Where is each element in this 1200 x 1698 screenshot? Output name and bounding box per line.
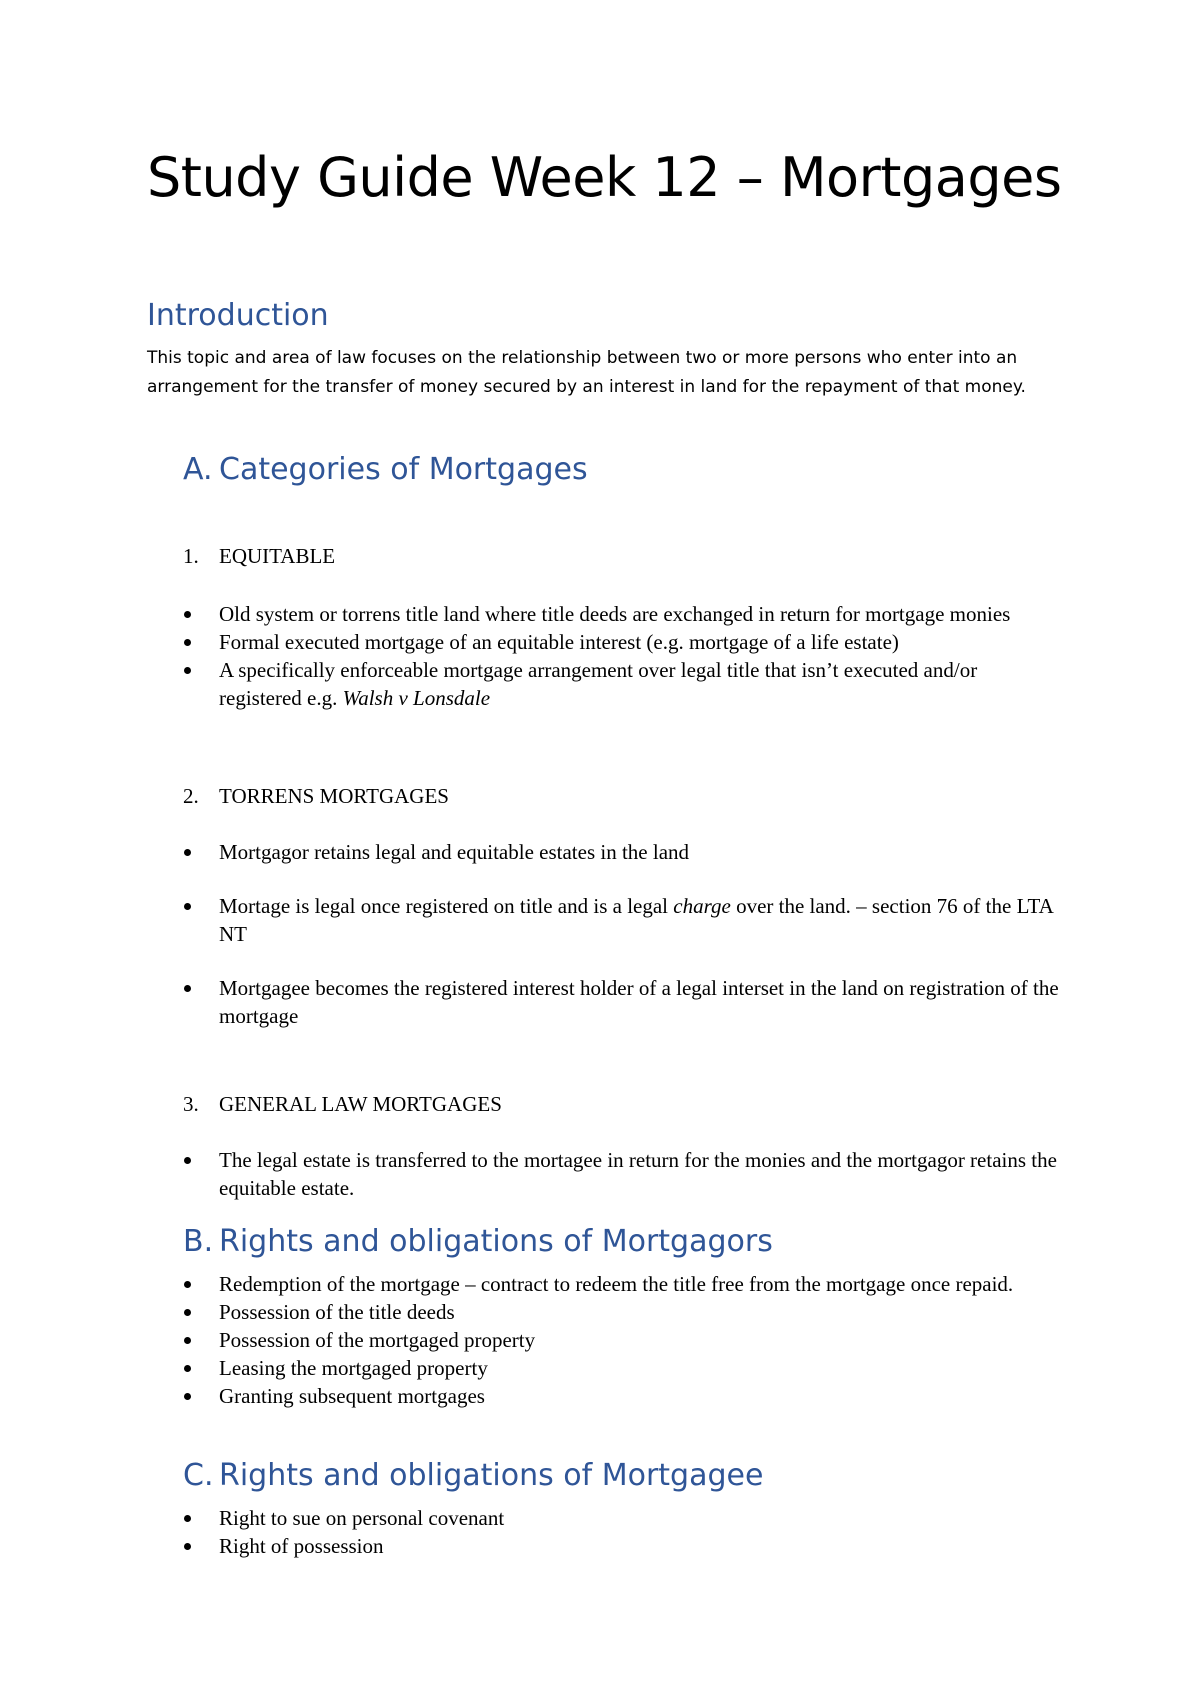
item-label: EQUITABLE bbox=[219, 544, 336, 568]
section-title: Rights and obligations of Mortgagors bbox=[219, 1224, 773, 1259]
list-item: Formal executed mortgage of an equitable interest (e.g. mortgage of a life estate) bbox=[0, 628, 1059, 656]
list-item: Redemption of the mortgage – contract to redeem the title free from the mortgage once repaid. bbox=[0, 1270, 1059, 1298]
torrens-bullet-list bbox=[0, 838, 1100, 1056]
page-title: Study Guide Week 12 – Mortgages bbox=[147, 146, 1062, 209]
italic-term: charge bbox=[673, 894, 731, 918]
list-item: The legal estate is transferred to the mortagee in return for the monies and the mortgagor retains the equitable estate. bbox=[0, 1146, 1059, 1202]
bullet-icon bbox=[184, 1309, 191, 1316]
list-item: A specifically enforceable mortgage arrangement over legal title that isn’t executed and/or registered e.g. Walsh v Lonsdale bbox=[0, 656, 1059, 712]
bullet-icon bbox=[184, 1365, 191, 1372]
bullet-icon bbox=[184, 849, 191, 856]
bullet-icon bbox=[184, 903, 191, 910]
section-letter: B. bbox=[183, 1224, 214, 1259]
list-item: Granting subsequent mortgages bbox=[0, 1382, 1059, 1410]
introduction-heading: Introduction bbox=[147, 298, 329, 333]
general-law-bullet-list bbox=[0, 1146, 1100, 1202]
list-item: Right to sue on personal covenant bbox=[0, 1504, 1059, 1532]
list-item: Mortgagee becomes the registered interest holder of a legal interset in the land on registration of the mortgage bbox=[0, 974, 1059, 1030]
section-title: Rights and obligations of Mortgagee bbox=[219, 1458, 764, 1493]
bullet-icon bbox=[184, 667, 191, 674]
list-item: Possession of the title deeds bbox=[0, 1298, 1059, 1326]
case-name: Walsh v Lonsdale bbox=[342, 686, 491, 710]
numbered-item-torrens bbox=[183, 782, 449, 810]
item-label: GENERAL LAW MORTGAGES bbox=[219, 1092, 502, 1116]
bullet-icon bbox=[184, 1543, 191, 1550]
bullet-icon bbox=[184, 1515, 191, 1522]
numbered-item-general-law bbox=[183, 1090, 502, 1118]
section-b-heading bbox=[183, 1224, 773, 1259]
section-c-heading bbox=[183, 1458, 763, 1493]
equitable-bullet-list bbox=[0, 600, 1100, 712]
list-item: Old system or torrens title land where title deeds are exchanged in return for mortgage monies bbox=[0, 600, 1059, 628]
bullet-icon bbox=[184, 1281, 191, 1288]
introduction-text: This topic and area of law focuses on the relationship between two or more persons who enter into an arrangement for the transfer of money secured by an interest in land for the repayment of that money. bbox=[147, 348, 1026, 397]
section-a-heading bbox=[183, 452, 588, 487]
bullet-icon bbox=[184, 1337, 191, 1344]
section-letter: C. bbox=[183, 1458, 214, 1493]
list-item: Possession of the mortgaged property bbox=[0, 1326, 1059, 1354]
bullet-icon bbox=[184, 611, 191, 618]
bullet-icon bbox=[184, 639, 191, 646]
bullet-icon bbox=[184, 985, 191, 992]
mortgagor-rights-list bbox=[0, 1270, 1100, 1410]
mortgagee-rights-list bbox=[0, 1504, 1100, 1560]
list-item: Right of possession bbox=[0, 1532, 1059, 1560]
item-label: TORRENS MORTGAGES bbox=[219, 784, 449, 808]
numbered-item-equitable bbox=[183, 542, 335, 570]
item-number: 2. bbox=[183, 784, 199, 808]
list-item: Leasing the mortgaged property bbox=[0, 1354, 1059, 1382]
section-letter: A. bbox=[183, 452, 213, 487]
list-item: Mortage is legal once registered on title and is a legal charge over the land. – section 76 of the LTA NT bbox=[0, 892, 1059, 948]
list-item: Mortgagor retains legal and equitable estates in the land bbox=[0, 838, 1059, 866]
item-number: 1. bbox=[183, 544, 199, 568]
section-title: Categories of Mortgages bbox=[219, 452, 588, 487]
bullet-icon bbox=[184, 1393, 191, 1400]
bullet-icon bbox=[184, 1157, 191, 1164]
item-number: 3. bbox=[183, 1092, 199, 1116]
